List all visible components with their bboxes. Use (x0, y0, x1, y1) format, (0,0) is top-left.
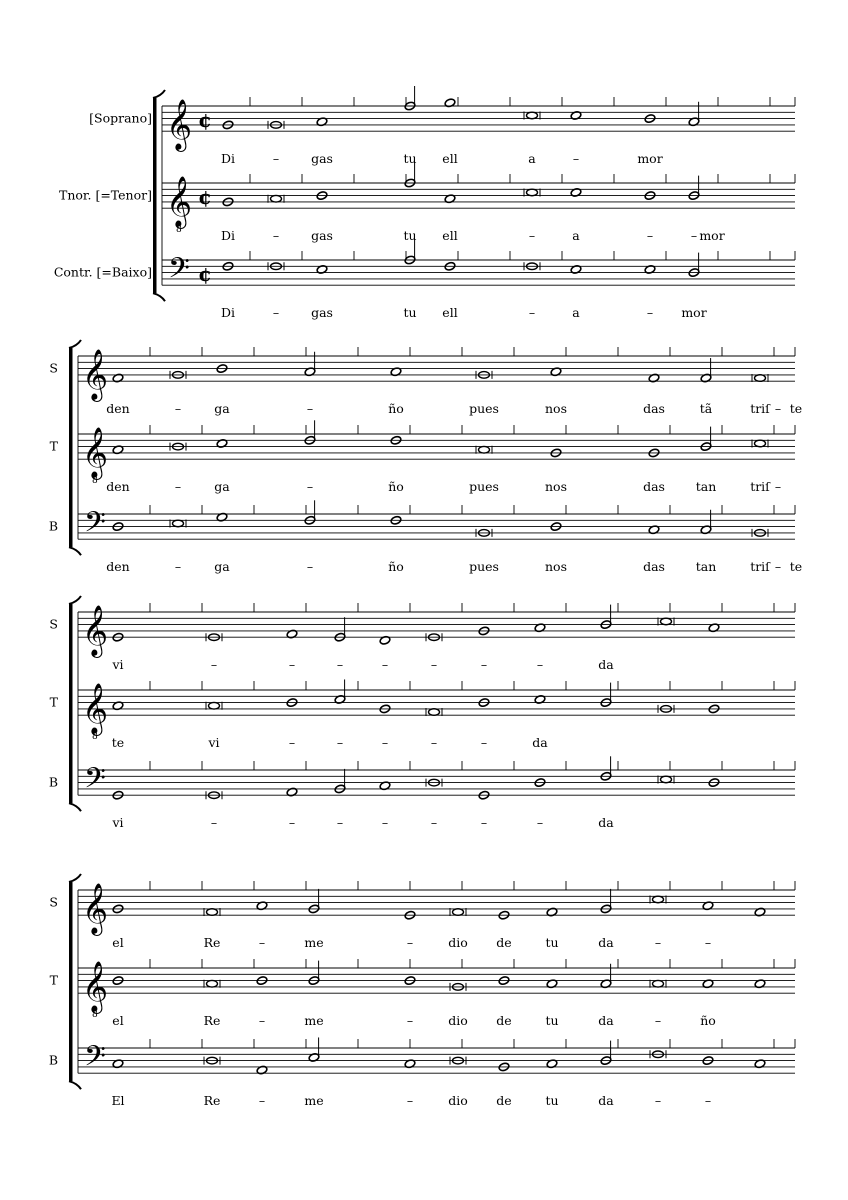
lyric-syllable: el (112, 1013, 124, 1029)
lyrics-s-system-1 (221, 151, 663, 166)
lyric-hyphen: – (336, 657, 344, 673)
staff-t-system-3 (78, 679, 795, 742)
lyrics-b-system-1 (221, 305, 707, 320)
staff-s-system-1 (162, 86, 795, 152)
treble-clef-icon: 𝄞 (82, 605, 109, 657)
lyric-syllable: tan (695, 559, 717, 575)
lyric-syllable: ell (442, 228, 458, 244)
time-signature: ¢ (198, 261, 212, 286)
lyric-hyphen: – (406, 1013, 414, 1029)
system-bracket (69, 340, 81, 555)
lyrics-b-system-3 (111, 815, 614, 830)
lyric-hyphen: – (572, 151, 580, 167)
octave-8-icon: 8 (176, 225, 182, 236)
bass-clef-icon: 𝄢 (84, 762, 106, 803)
lyric-hyphen: – (381, 815, 389, 831)
note (688, 102, 700, 127)
treble-clef-icon: 𝄞 (82, 349, 109, 401)
time-signature: ¢ (198, 107, 212, 132)
lyric-hyphen: – (480, 815, 488, 831)
lyrics-s-system-4 (112, 935, 711, 950)
lyric-hyphen: – (336, 815, 344, 831)
lyric-hyphen: – (288, 735, 296, 751)
lyric-syllable: den (106, 559, 130, 575)
lyric-syllable: Di (220, 228, 236, 244)
part-label-s: S (49, 360, 58, 376)
lyric-syllable: dio (448, 935, 468, 951)
lyric-hyphen: – (774, 401, 782, 417)
lyric-syllable: tu (403, 228, 417, 244)
part-label-s: S (49, 616, 58, 632)
lyrics-t-system-2 (106, 479, 781, 494)
lyric-hyphen: – (306, 401, 314, 417)
staff-s-system-4 (78, 881, 795, 936)
bass-clef-icon: 𝄢 (84, 1040, 106, 1081)
staff-b-system-3 (78, 756, 795, 802)
note (308, 889, 320, 914)
lyric-hyphen: – (258, 935, 266, 951)
note (600, 1041, 612, 1066)
lyric-syllable: Re (203, 1013, 221, 1029)
lyric-syllable: da (598, 1013, 614, 1029)
lyric-hyphen: – (528, 228, 536, 244)
lyric-hyphen: – (336, 735, 344, 751)
lyric-syllable: ga (214, 479, 230, 495)
lyric-hyphen: – (306, 479, 314, 495)
lyric-syllable: das (643, 559, 665, 575)
lyric-syllable: Di (220, 151, 236, 167)
lyric-hyphen: – (704, 935, 712, 951)
part-label-t: Tnor. [=Tenor] (58, 187, 152, 203)
lyric-hyphen: – (406, 1093, 414, 1109)
lyric-syllable: ño (388, 479, 404, 495)
octave-8-icon: 8 (92, 1010, 98, 1021)
lyric-syllable: de (496, 1013, 512, 1029)
lyric-hyphen: – (306, 559, 314, 575)
lyric-syllable: te (789, 559, 803, 575)
note (688, 176, 700, 201)
lyric-syllable: ell (442, 151, 458, 167)
system-bracket (69, 874, 81, 1089)
lyric-syllable: te (111, 735, 125, 751)
lyric-syllable: a (528, 151, 536, 167)
lyrics-t-system-4 (112, 1013, 715, 1028)
lyrics-s-system-3 (111, 657, 614, 672)
treble-clef-icon: 𝄞 (82, 961, 109, 1013)
lyric-hyphen: – (704, 1093, 712, 1109)
lyric-syllable: vi (208, 735, 220, 751)
lyrics-b-system-4 (111, 1093, 711, 1108)
lyric-syllable: de (496, 1093, 512, 1109)
lyric-syllable: pues (469, 479, 499, 495)
bass-clef-icon: 𝄢 (84, 506, 106, 547)
note (334, 617, 346, 642)
lyrics-b-system-2 (106, 559, 802, 574)
lyric-syllable: me (304, 1093, 324, 1109)
staff-b-system-4 (78, 1037, 795, 1080)
octave-8-icon: 8 (92, 476, 98, 487)
lyric-hyphen: – (210, 815, 218, 831)
lyric-syllable: gas (311, 305, 333, 321)
note (308, 1037, 320, 1062)
lyric-hyphen: – (430, 815, 438, 831)
treble-clef-icon: 𝄞 (166, 176, 193, 228)
lyric-syllable: ño (388, 401, 404, 417)
part-label-t: T (49, 438, 58, 454)
lyric-syllable: nos (545, 479, 567, 495)
lyric-hyphen: – (536, 815, 544, 831)
lyric-syllable: a (572, 305, 580, 321)
note (334, 679, 346, 704)
part-label-s: [Soprano] (89, 110, 152, 126)
lyric-hyphen: – (528, 305, 536, 321)
treble-clef-icon: 𝄞 (166, 99, 193, 151)
lyric-syllable: tu (545, 1013, 559, 1029)
lyric-syllable: pues (469, 401, 499, 417)
lyric-hyphen: – (774, 479, 782, 495)
lyric-syllable: das (643, 401, 665, 417)
system-bracket (69, 596, 81, 811)
lyric-syllable: ga (214, 559, 230, 575)
lyric-hyphen: – (174, 401, 182, 417)
lyric-hyphen: – (536, 657, 544, 673)
note (700, 427, 712, 452)
lyric-hyphen: – (406, 935, 414, 951)
lyric-hyphen: – (174, 559, 182, 575)
lyric-hyphen: – (174, 479, 182, 495)
lyric-syllable: ño (388, 559, 404, 575)
lyric-syllable: tu (545, 1093, 559, 1109)
lyric-syllable: ga (214, 401, 230, 417)
note (600, 683, 612, 708)
lyric-syllable: pues (469, 559, 499, 575)
lyric-syllable: de (496, 935, 512, 951)
lyric-syllable: triſ (750, 479, 770, 495)
lyric-syllable: vi (112, 657, 124, 673)
lyric-syllable: da (598, 935, 614, 951)
note (308, 961, 320, 986)
lyric-syllable: El (111, 1093, 125, 1109)
lyric-syllable: triſ (750, 401, 770, 417)
lyric-syllable: ell (442, 305, 458, 321)
staff-t-system-4 (78, 959, 795, 1020)
lyric-hyphen: – (480, 735, 488, 751)
lyric-syllable: dio (448, 1093, 468, 1109)
lyrics-s-system-2 (106, 401, 802, 416)
octave-8-icon: 8 (92, 732, 98, 743)
note (334, 769, 346, 794)
lyric-syllable: te (789, 401, 803, 417)
lyric-hyphen: – (258, 1013, 266, 1029)
part-label-b: Contr. [=Baixo] (53, 264, 152, 280)
part-label-b: B (48, 1052, 58, 1068)
treble-clef-icon: 𝄞 (82, 683, 109, 735)
lyric-syllable: da (598, 1093, 614, 1109)
lyric-syllable: mor (681, 305, 707, 321)
lyrics-t-system-1 (221, 228, 725, 243)
lyric-hyphen: – (654, 1093, 662, 1109)
lyric-syllable: Re (203, 935, 221, 951)
lyric-syllable: ño (700, 1013, 716, 1029)
treble-clef-icon: 𝄞 (82, 883, 109, 935)
lyric-syllable: tan (695, 479, 717, 495)
part-label-t: T (49, 694, 58, 710)
lyric-syllable: den (106, 479, 130, 495)
lyric-syllable: da (598, 815, 614, 831)
staff-t-system-1 (162, 163, 795, 235)
lyric-syllable: tã (699, 401, 713, 417)
staff-b-system-1 (162, 240, 795, 292)
lyric-syllable: da (532, 735, 548, 751)
lyric-hyphen: – (430, 735, 438, 751)
part-label-b: B (48, 518, 58, 534)
lyric-hyphen: – (646, 228, 654, 244)
lyric-hyphen: – (288, 815, 296, 831)
lyric-syllable: da (598, 657, 614, 673)
lyric-syllable: Di (220, 305, 236, 321)
staff-s-system-2 (78, 347, 795, 402)
lyric-syllable: den (106, 401, 130, 417)
note (600, 605, 612, 630)
time-signature: ¢ (198, 184, 212, 209)
lyric-hyphen: – (258, 1093, 266, 1109)
lyric-syllable: triſ (750, 559, 770, 575)
lyric-syllable: dio (448, 1013, 468, 1029)
lyric-syllable: gas (311, 228, 333, 244)
lyric-hyphen: – (654, 1013, 662, 1029)
staff-s-system-3 (78, 603, 795, 658)
lyric-hyphen: – (381, 735, 389, 751)
staff-t-system-2 (78, 420, 795, 486)
lyric-hyphen: – (288, 657, 296, 673)
lyrics-t-system-3 (112, 735, 548, 750)
lyric-syllable: me (304, 935, 324, 951)
lyric-hyphen: – (272, 228, 280, 244)
lyric-syllable: vi (112, 815, 124, 831)
lyric-syllable: gas (311, 151, 333, 167)
staff-b-system-2 (78, 500, 795, 546)
part-label-s: S (49, 894, 58, 910)
note (688, 253, 700, 278)
lyric-hyphen: – (646, 305, 654, 321)
lyric-hyphen: – (272, 305, 280, 321)
lyric-syllable: das (643, 479, 665, 495)
lyric-syllable: me (304, 1013, 324, 1029)
lyric-syllable: tu (403, 305, 417, 321)
note (700, 510, 712, 535)
lyric-hyphen: – (381, 657, 389, 673)
note (600, 889, 612, 914)
lyric-hyphen: – (690, 228, 698, 244)
lyric-syllable: nos (545, 401, 567, 417)
lyric-syllable: Re (203, 1093, 221, 1109)
lyric-hyphen: – (210, 657, 218, 673)
lyric-syllable: a (572, 228, 580, 244)
bass-clef-icon: 𝄢 (168, 252, 190, 293)
lyric-syllable: tu (545, 935, 559, 951)
lyric-hyphen: – (430, 657, 438, 673)
lyric-syllable: mor (637, 151, 663, 167)
lyric-syllable: nos (545, 559, 567, 575)
lyric-hyphen: – (272, 151, 280, 167)
part-label-t: T (49, 972, 58, 988)
lyric-syllable: tu (403, 151, 417, 167)
lyric-hyphen: – (654, 935, 662, 951)
part-label-b: B (48, 774, 58, 790)
note (600, 756, 612, 781)
note (600, 964, 612, 989)
treble-clef-icon: 𝄞 (82, 427, 109, 479)
lyric-hyphen: – (480, 657, 488, 673)
note (700, 358, 712, 383)
lyric-syllable: el (112, 935, 124, 951)
lyric-hyphen: – (774, 559, 782, 575)
lyric-syllable: mor (699, 228, 725, 244)
